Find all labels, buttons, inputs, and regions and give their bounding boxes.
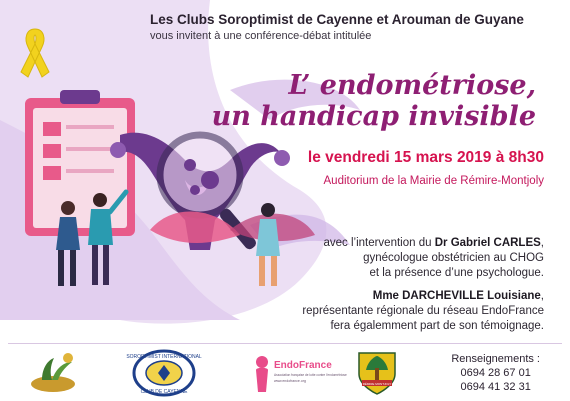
organizer-line: Les Clubs Soroptimist de Cayenne et Arouman de Guyane bbox=[150, 12, 524, 27]
speaker1-role: gynécologue obstétricien au CHOG bbox=[363, 252, 544, 264]
speaker2-note: fera égalemment part de son témoignage. bbox=[330, 320, 544, 332]
speaker2-name: Mme DARCHEVILLE Louisiane bbox=[372, 290, 541, 302]
remire-montjoly-crest bbox=[356, 350, 398, 396]
speaker1-intro: avec l’intervention du Dr Gabriel CARLES, bbox=[323, 237, 544, 249]
footer-divider bbox=[8, 343, 562, 344]
svg-text:RÉMIRE MONTJOLY: RÉMIRE MONTJOLY bbox=[362, 382, 392, 386]
svg-text:CLUB DE CAYENNE: CLUB DE CAYENNE bbox=[140, 389, 188, 395]
invitation-line: vous invitent à une conférence-débat intitulée bbox=[150, 30, 372, 42]
conference-title-line1: L’ endométriose, bbox=[288, 70, 536, 101]
svg-text:EndoFrance: EndoFrance bbox=[274, 360, 332, 371]
yellow-ribbon-icon bbox=[16, 25, 54, 83]
svg-text:www.endofrance.org: www.endofrance.org bbox=[274, 379, 306, 383]
arouman-club-logo bbox=[28, 350, 78, 394]
clipboard-icon bbox=[25, 90, 135, 236]
speaker1-name: Dr Gabriel CARLES bbox=[434, 237, 541, 249]
speaker1-note: et la présence d’une psychologue. bbox=[369, 267, 544, 279]
speaker2-role: représentante régionale du réseau EndoFrance bbox=[302, 305, 544, 317]
soroptimist-cayenne-logo bbox=[126, 349, 202, 397]
conference-title-line2: un handicap invisible bbox=[211, 101, 536, 132]
event-date: le vendredi 15 mars 2019 à 8h30 bbox=[307, 149, 544, 166]
contact-phone-2[interactable]: 0694 41 32 31 bbox=[460, 381, 531, 393]
speaker2-intro: Mme DARCHEVILLE Louisiane, bbox=[372, 290, 544, 302]
svg-text:Association française de lutte: Association française de lutte contre l'endométriose bbox=[274, 373, 347, 377]
contact-phone-1[interactable]: 0694 28 67 01 bbox=[460, 367, 531, 379]
endofrance-logo bbox=[250, 352, 347, 396]
contact-label: Renseignements : bbox=[451, 353, 540, 365]
svg-text:SOROPTIMIST INTERNATIONAL: SOROPTIMIST INTERNATIONAL bbox=[126, 354, 202, 360]
event-venue: Auditorium de la Mairie de Rémire-Montjoly bbox=[323, 175, 544, 187]
contact-block bbox=[451, 352, 540, 394]
